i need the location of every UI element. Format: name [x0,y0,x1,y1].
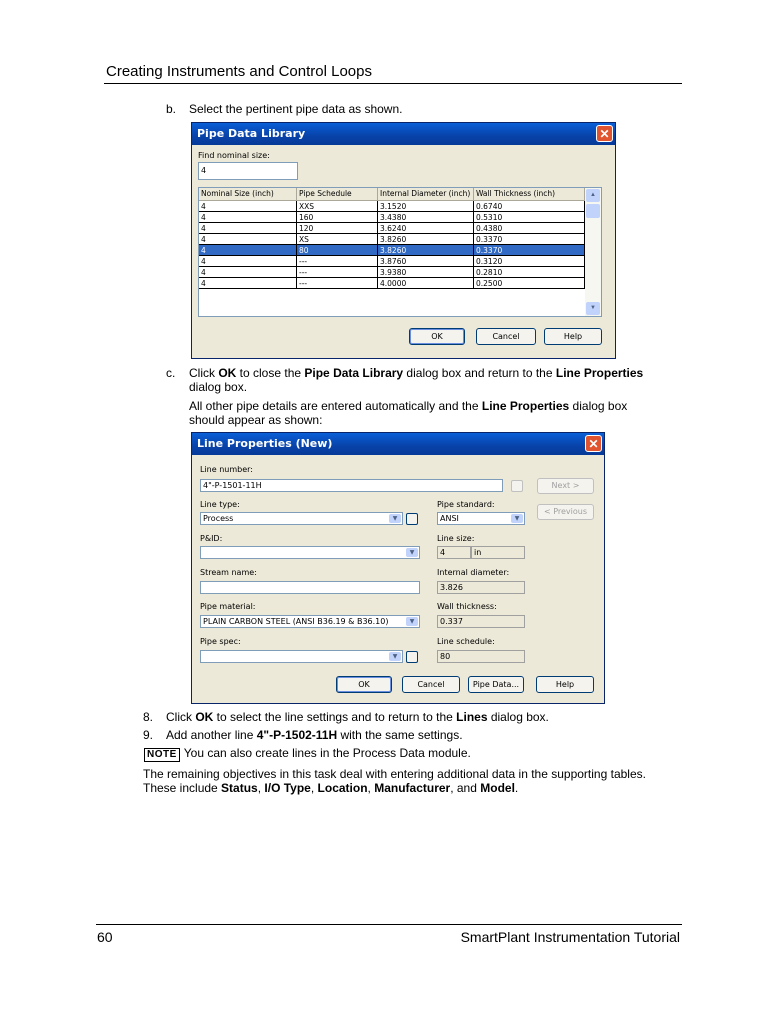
footer-rule [96,924,682,925]
table-cell: 0.2810 [474,267,585,278]
pid-select[interactable] [200,546,420,559]
close-icon[interactable]: ✕ [596,125,613,142]
table-cell: --- [297,256,378,267]
column-header-nominal-size[interactable]: Nominal Size (inch) [199,188,297,200]
table-row[interactable] [199,212,585,223]
table-cell: 3.1520 [378,201,474,212]
bold-location: Location [317,781,368,795]
table-cell: 0.6740 [474,201,585,212]
line-size-value: 4 [437,546,471,559]
step-b-text: Select the pertinent pipe data as shown. [189,102,403,116]
text-run: Click [166,710,196,724]
text-run: Click [189,366,219,380]
column-header-pipe-schedule[interactable]: Pipe Schedule [297,188,378,200]
step-9-text [166,728,463,743]
scroll-down-icon[interactable]: ▼ [586,302,600,315]
pipe-standard-value: ANSI [440,514,459,523]
text-run: All other pipe details are entered automatically and the [189,399,482,413]
note-badge: NOTE [144,748,180,762]
next-button[interactable]: Next > [537,478,594,494]
pipe-dialog-title: Pipe Data Library [197,127,306,140]
pipe-spec-label: Pipe spec: [200,637,241,646]
pipe-ok-button[interactable]: OK [409,328,465,345]
stream-name-input[interactable] [200,581,420,594]
line-dialog-title: Line Properties (New) [197,437,333,450]
table-row[interactable] [199,223,585,234]
step-c-line3 [189,399,679,414]
pipe-data-button[interactable]: Pipe Data... [468,676,524,693]
table-cell: 3.9380 [378,267,474,278]
table-cell: 3.4380 [378,212,474,223]
bold-model: Model [480,781,515,795]
table-header [199,188,585,201]
line-help-button[interactable]: Help [536,676,594,693]
table-row[interactable] [199,245,585,256]
bold-lines: Lines [456,710,488,724]
bold-line-properties: Line Properties [481,399,570,413]
text-run: dialog box [569,399,628,413]
line-properties-dialog [191,432,605,704]
wall-thickness-label: Wall thickness: [437,602,497,611]
table-cell: 0.4380 [474,223,585,234]
table-cell: 0.2500 [474,278,585,289]
text-run: , [367,781,375,795]
table-cell: XXS [297,201,378,212]
pipe-material-value: PLAIN CARBON STEEL (ANSI B36.19 & B36.10) [203,617,389,626]
previous-button[interactable]: < Previous [537,504,594,520]
bold-line-number: 4"-P-1502-11H [256,728,338,742]
wall-thickness-value: 0.337 [437,615,525,628]
text-run: . [514,781,519,795]
table-cell: 120 [297,223,378,234]
line-type-browse-button[interactable] [406,513,418,525]
table-cell: 0.3370 [474,245,585,256]
text-run: to close the [236,366,305,380]
step-8-text [166,710,549,725]
scroll-up-icon[interactable]: ▲ [586,189,600,202]
scroll-thumb[interactable] [586,204,600,218]
line-schedule-label: Line schedule: [437,637,495,646]
table-cell: --- [297,278,378,289]
bold-manufacturer: Manufacturer [374,781,451,795]
line-size-unit: in [471,546,525,559]
text-run: , and [450,781,481,795]
stream-name-label: Stream name: [200,568,257,577]
chevron-down-icon[interactable]: ▼ [389,652,401,661]
bold-line-properties: Line Properties [555,366,644,380]
table-cell: 160 [297,212,378,223]
closing-line2 [143,781,683,796]
page-number: 60 [97,929,113,945]
line-size-label: Line size: [437,534,475,543]
line-number-browse-button[interactable] [511,480,523,492]
table-row[interactable] [199,201,585,212]
step-8-marker: 8. [143,710,154,724]
text-run: to select the line settings and to return to the [213,710,457,724]
pipe-spec-browse-button[interactable] [406,651,418,663]
pipe-material-select[interactable] [200,615,420,628]
line-cancel-button[interactable]: Cancel [402,676,460,693]
table-cell: 4 [199,278,297,289]
table-cell: 3.8760 [378,256,474,267]
table-cell: 0.3370 [474,234,585,245]
page-header-title: Creating Instruments and Control Loops [106,63,372,80]
table-cell: 4.0000 [378,278,474,289]
table-cell: 4 [199,245,297,256]
step-c-marker: c. [166,366,176,380]
text-run: dialog box and return to the [403,366,556,380]
text-run: dialog box. [487,710,549,724]
table-cell: 3.8260 [378,245,474,256]
table-row[interactable] [199,256,585,267]
bold-ok: OK [195,710,214,724]
table-cell: 4 [199,234,297,245]
bold-pipe-data-library: Pipe Data Library [304,366,404,380]
pipe-data-table[interactable] [198,187,602,317]
internal-diameter-value: 3.826 [437,581,525,594]
find-nominal-size-label: Find nominal size: [198,151,270,160]
step-c-line4: should appear as shown: [189,413,323,427]
pipe-spec-select[interactable] [200,650,403,663]
chevron-down-icon[interactable]: ▼ [511,514,523,523]
line-type-select[interactable] [200,512,403,525]
header-rule [104,83,682,84]
line-number-label: Line number: [200,465,253,474]
table-cell: 0.3120 [474,256,585,267]
text-run: Add another line [166,728,257,742]
table-row[interactable] [199,278,585,289]
pipe-standard-select[interactable] [437,512,525,525]
chevron-down-icon[interactable]: ▼ [406,548,418,557]
table-cell: 4 [199,223,297,234]
chevron-down-icon[interactable]: ▼ [406,617,418,626]
text-run: , [257,781,265,795]
table-cell: 3.8260 [378,234,474,245]
column-header-internal-diameter[interactable]: Internal Diameter (inch) [378,188,474,200]
table-cell: 0.5310 [474,212,585,223]
step-c-line2: dialog box. [189,380,248,394]
line-number-input[interactable]: 4"-P-1501-11H [200,479,503,492]
table-cell: 4 [199,212,297,223]
text-run: , [310,781,318,795]
table-row[interactable] [199,267,585,278]
pipe-dialog-titlebar [192,123,615,145]
line-type-label: Line type: [200,500,240,509]
pid-label: P&ID: [200,534,223,543]
text-run: with the same settings. [337,728,463,742]
table-cell: 3.6240 [378,223,474,234]
column-header-wall-thickness[interactable]: Wall Thickness (inch) [474,188,585,200]
chevron-down-icon[interactable]: ▼ [389,514,401,523]
pipe-data-library-dialog [191,122,616,359]
step-b-marker: b. [166,102,177,116]
table-cell: 4 [199,267,297,278]
line-type-value: Process [203,514,234,523]
pipe-cancel-button[interactable]: Cancel [476,328,536,345]
line-dialog-titlebar [192,433,604,455]
table-cell: --- [297,267,378,278]
bold-status: Status [221,781,258,795]
pipe-help-button[interactable]: Help [544,328,602,345]
line-schedule-value: 80 [437,650,525,663]
table-cell: 4 [199,201,297,212]
table-scrollbar[interactable] [585,188,601,316]
find-nominal-size-input[interactable]: 4 [198,162,298,180]
note-paragraph [144,746,471,762]
bold-io-type: I/O Type [264,781,311,795]
table-cell: 4 [199,256,297,267]
text-run: These include [143,781,222,795]
closing-line1: The remaining objectives in this task deal with entering additional data in the supporting tables. [143,767,646,781]
pipe-standard-label: Pipe standard: [437,500,495,509]
internal-diameter-label: Internal diameter: [437,568,510,577]
step-c-line1 [189,366,679,381]
line-ok-button[interactable]: OK [336,676,392,693]
table-cell: 80 [297,245,378,256]
table-row[interactable] [199,234,585,245]
bold-ok: OK [218,366,237,380]
footer-book-title: SmartPlant Instrumentation Tutorial [460,929,680,945]
close-icon[interactable]: ✕ [585,435,602,452]
pipe-material-label: Pipe material: [200,602,256,611]
table-cell: XS [297,234,378,245]
step-9-marker: 9. [143,728,154,742]
note-text: You can also create lines in the Process Data module. [183,746,471,760]
